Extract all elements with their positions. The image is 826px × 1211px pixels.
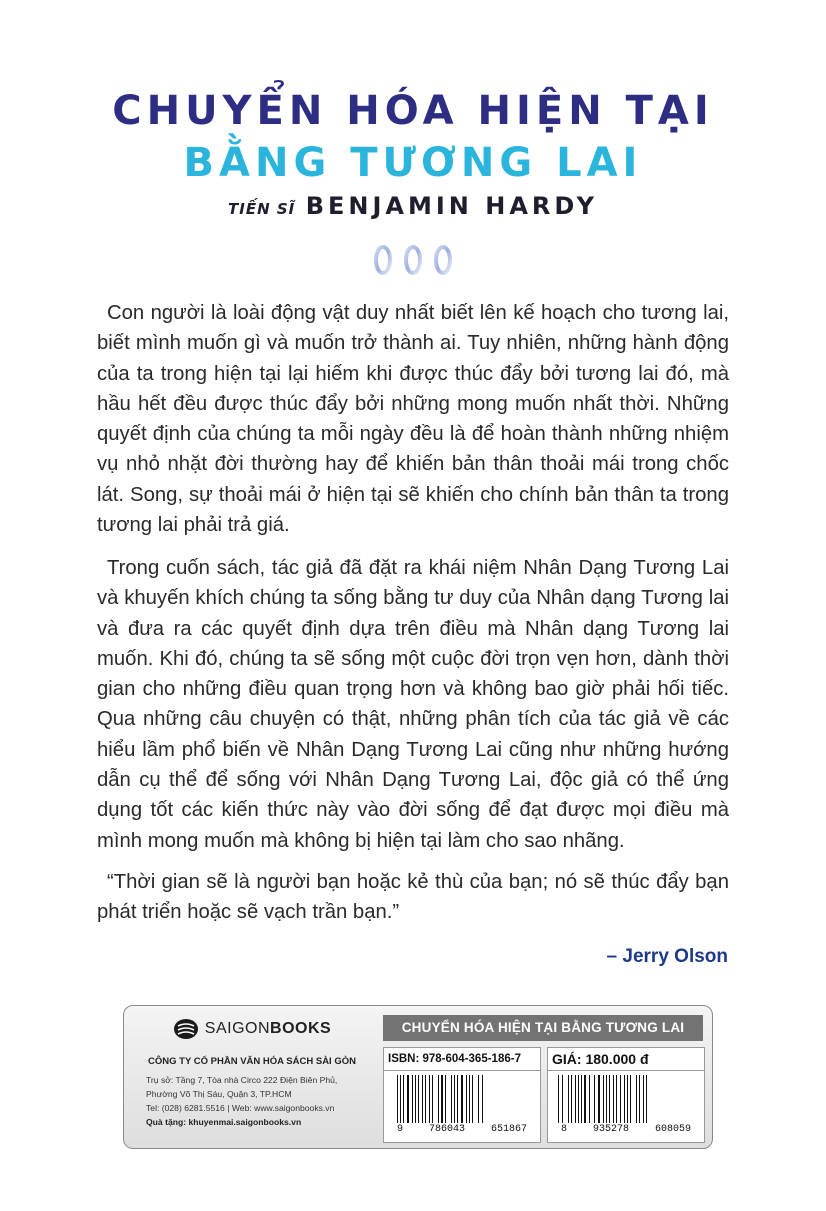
barcode-bar <box>646 1075 647 1123</box>
isbn-digit-group: 9 <box>396 1124 403 1135</box>
barcode-bar <box>581 1075 582 1123</box>
publisher-panel <box>123 1005 713 1149</box>
barcode-bar <box>624 1075 625 1123</box>
barcode-bar <box>466 1075 467 1123</box>
barcode-bar <box>609 1075 610 1123</box>
barcode-bar <box>454 1075 455 1123</box>
barcode-bar <box>462 1075 463 1123</box>
description-paragraph-2: Trong cuốn sách, tác giả đã đặt ra khái niệm Nhân Dạng Tương Lai và khuyến khích chúng ta sống bằng tư duy của Nhân dạng Tương lai và đưa ra các quyết định dựa trên điều mà Nhân dạng Tương lai muốn. Khi đó, chúng ta sẽ sống một cuộc đời trọn vẹn hơn, dành thời gian cho những điều quan trọng hơn và không bao giờ phải hối tiếc. Qua những câu chuyện có thật, những phân tích của tác giả về các hiểu lầm phổ biến về Nhân Dạng Tương Lai cũng như những hướng dẫn cụ thể để sống với Nhân Dạng Tương Lai, độc giả có thể ứng dụng tốt các kiến thức này vào đời sống để đạt được mọi điều mà mình mong muốn mà không bị hiện tại làm cho sao nhãng. <box>97 557 729 852</box>
price-digit-group: 608059 <box>654 1124 691 1135</box>
barcode-bar <box>562 1075 563 1123</box>
gift-line: Quà tặng: khuyenmai.saigonbooks.vn <box>146 1117 302 1127</box>
barcode-bar <box>408 1075 409 1123</box>
barcode-bar <box>599 1075 600 1123</box>
barcode-bar <box>589 1075 590 1123</box>
price-barcode <box>554 1075 698 1123</box>
book-title-line2: BẰNG TƯƠNG LAI <box>183 140 643 186</box>
barcode-bar <box>415 1075 416 1123</box>
barcode-bar <box>441 1075 442 1123</box>
barcode-bar <box>603 1075 604 1123</box>
barcode-bar <box>620 1075 621 1123</box>
barcode-bar <box>584 1075 585 1123</box>
barcode-bar <box>616 1075 617 1123</box>
barcode-bar <box>558 1075 559 1123</box>
ornament-icon <box>370 245 456 275</box>
barcode-bar <box>457 1075 458 1123</box>
isbn-digit-group: 786043 <box>428 1124 465 1135</box>
description-paragraph-1: Con người là loài động vật duy nhất biết lên kế hoạch cho tương lai, biết mình muốn gì và muốn trở thành ai. Tuy nhiên, những hành động của ta trong hiện tại lại hiếm khi được thúc đẩy bởi tương lai đó, mà hầu hết đều được thúc đẩy bởi những mong muốn nhất thời. Những quyết định của chúng ta mỗi ngày đều là để hoàn thành những nhiệm vụ nhỏ nhặt đời thường hay để khiến bản thân thoải mái trong chốc lát. Song, sự thoải mái ở hiện tại sẽ khiến cho chính bản thân ta trong tương lai phải trả giá. <box>97 302 729 537</box>
barcode-bar <box>422 1075 423 1123</box>
price-box <box>547 1047 705 1143</box>
barcode-bar <box>636 1075 637 1123</box>
barcode-bar <box>412 1075 413 1123</box>
barcode-bar <box>643 1075 644 1123</box>
barcode-bar <box>400 1075 401 1123</box>
barcode-bar <box>451 1075 452 1123</box>
isbn-digits <box>384 1124 540 1135</box>
isbn-barcode <box>390 1075 534 1123</box>
barcode-bar <box>478 1075 479 1123</box>
brand-regular: SAIGON <box>204 1020 271 1037</box>
publisher-info <box>134 1018 370 1129</box>
barcode-bar <box>627 1075 628 1123</box>
barcode-bar <box>407 1075 408 1123</box>
brand-bold: BOOKS <box>270 1020 332 1037</box>
barcode-bar <box>438 1075 439 1123</box>
address-line-2: Phường Võ Thị Sáu, Quận 3, TP.HCM <box>146 1089 292 1099</box>
author-line <box>0 192 826 220</box>
quote-text: “Thời gian sẽ là người bạn hoặc kẻ thù của bạn; nó sẽ thúc đẩy bạn phát triển hoặc sẽ vạch trần bạn.” <box>97 871 729 924</box>
barcode-bar <box>575 1075 576 1123</box>
barcode-bar <box>429 1075 430 1123</box>
publisher-logo <box>134 1018 370 1040</box>
quote-author: – Jerry Olson <box>606 946 728 967</box>
barcode-bar <box>482 1075 483 1123</box>
contact-line: Tel: (028) 6281.5516 | Web: www.saigonbooks.vn <box>146 1103 335 1113</box>
barcode-bar <box>418 1075 419 1123</box>
price-digits <box>548 1124 704 1135</box>
address-line-1: Trụ sở: Tầng 7, Tòa nhà Circo 222 Điện Biên Phủ, <box>146 1075 338 1085</box>
author-prefix: TIẾN SĨ <box>228 200 296 218</box>
barcode-bar <box>397 1075 398 1123</box>
book-title-line1: CHUYỂN HÓA HIỆN TẠI <box>112 88 714 134</box>
barcode-bar <box>425 1075 426 1123</box>
price-digit-group: 935278 <box>592 1124 629 1135</box>
isbn-digit-group: 651867 <box>490 1124 527 1135</box>
barcode-bar <box>598 1075 599 1123</box>
saigonbooks-logo-icon <box>173 1018 199 1040</box>
barcode-bar <box>613 1075 614 1123</box>
barcode-bar <box>461 1075 462 1123</box>
barcode-bar <box>585 1075 586 1123</box>
barcode-bar <box>630 1075 631 1123</box>
barcode-bar <box>568 1075 569 1123</box>
barcode-bar <box>442 1075 443 1123</box>
author-name: BENJAMIN HARDY <box>305 192 598 220</box>
barcode-bar <box>445 1075 446 1123</box>
isbn-label: ISBN: 978-604-365-186-7 <box>384 1048 540 1071</box>
isbn-box <box>383 1047 541 1143</box>
price-digit-group: 8 <box>560 1124 567 1135</box>
barcode-bar <box>639 1075 640 1123</box>
barcode-bar <box>472 1075 473 1123</box>
company-name: CÔNG TY CỔ PHẦN VĂN HÓA SÁCH SÀI GÒN <box>148 1056 356 1067</box>
book-title-banner: CHUYỂN HÓA HIỆN TẠI BẰNG TƯƠNG LAI <box>383 1015 703 1041</box>
barcode-bar <box>594 1075 595 1123</box>
publisher-brand <box>205 1020 331 1038</box>
barcode-bar <box>403 1075 404 1123</box>
price-label: GIÁ: 180.000 đ <box>548 1048 704 1071</box>
barcode-bar <box>571 1075 572 1123</box>
barcode-bar <box>469 1075 470 1123</box>
barcode-bar <box>432 1075 433 1123</box>
barcode-bar <box>578 1075 579 1123</box>
barcode-bar <box>606 1075 607 1123</box>
